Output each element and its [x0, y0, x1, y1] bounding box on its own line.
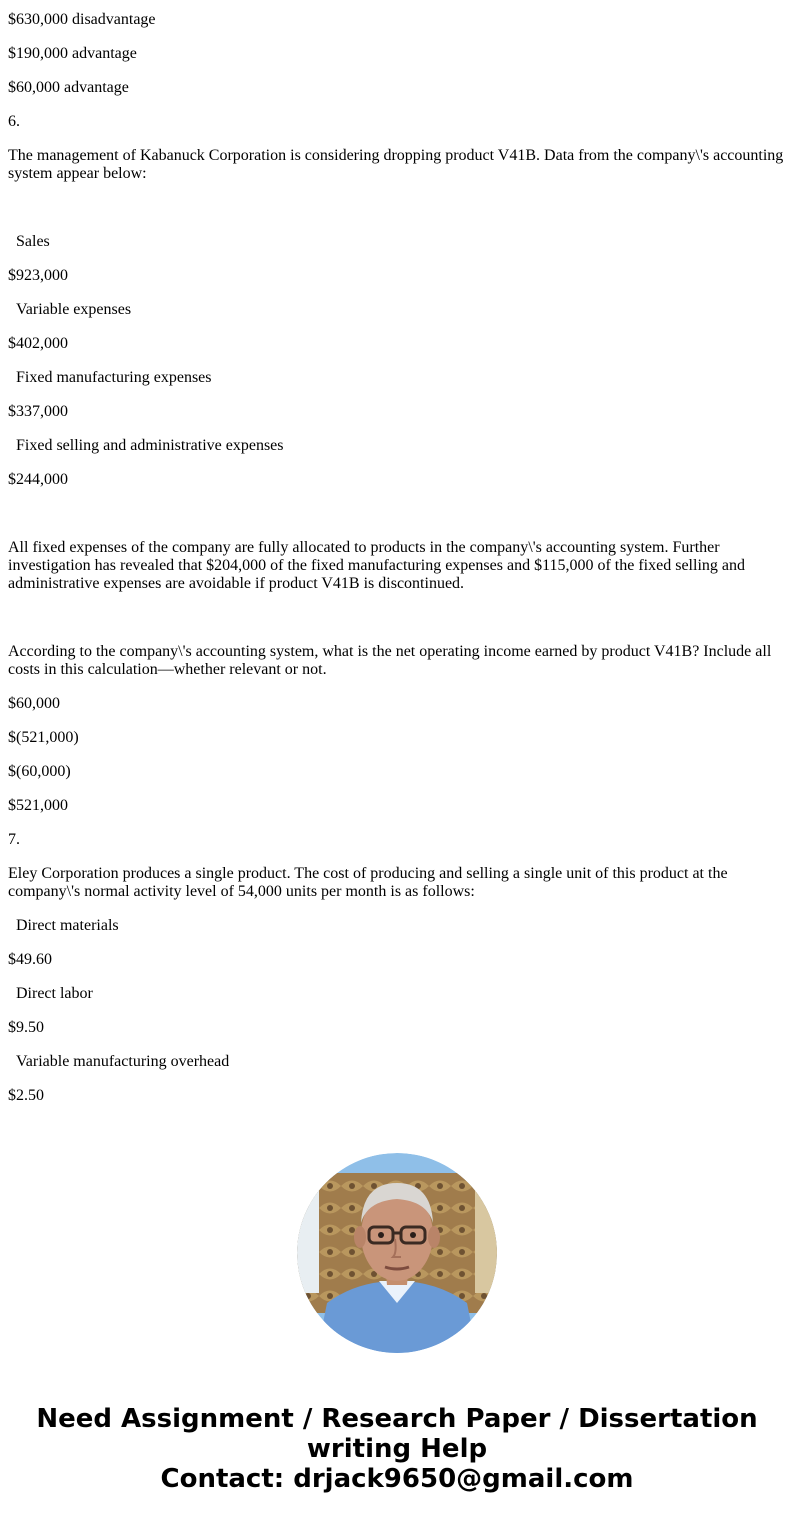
q6-intro: The management of Kabanuck Corporation is considering dropping product V41B. Data from the company\'s accounting system appear below:	[8, 147, 784, 182]
q7-item-value-direct-materials: $49.60	[8, 951, 52, 968]
q6-option-3: $(60,000)	[8, 763, 71, 780]
q6-item-label-sales: Sales	[16, 233, 50, 250]
promo-line-2: writing Help	[306, 1434, 488, 1464]
q6-option-4: $521,000	[8, 797, 68, 814]
q6-item-label-variable-expenses: Variable expenses	[16, 301, 132, 318]
q7-item-value-direct-labor: $9.50	[8, 1019, 44, 1036]
q6-item-value-sales: $923,000	[8, 267, 68, 284]
q5-option-3: $60,000 advantage	[8, 79, 129, 96]
promo-contact: Contact: drjack9650@gmail.com	[160, 1464, 634, 1494]
q6-number: 6.	[8, 113, 20, 130]
q6-option-1: $60,000	[8, 695, 60, 712]
q6-item-label-fixed-selling-admin: Fixed selling and administrative expenses	[16, 437, 284, 454]
promo-line-1: Need Assignment / Research Paper / Dissertation	[36, 1404, 758, 1434]
avatar	[297, 1153, 497, 1353]
q6-item-value-variable-expenses: $402,000	[8, 335, 68, 352]
q6-item-label-fixed-manufacturing: Fixed manufacturing expenses	[16, 369, 212, 386]
q6-note: All fixed expenses of the company are fully allocated to products in the company\'s accounting system. Further investigation has revealed that $204,000 of the fixed manufacturing expenses and $115,000 of the fixed selling and administrative expenses are avoidable if product V41B is discontinued.	[8, 539, 745, 592]
q6-question: According to the company\'s accounting system, what is the net operating income earned by product V41B? Include all costs in this calculation—whether relevant or not.	[8, 643, 772, 678]
avatar-portrait	[297, 1153, 497, 1353]
q7-number: 7.	[8, 831, 20, 848]
q6-option-2: $(521,000)	[8, 729, 79, 746]
q7-item-label-variable-overhead: Variable manufacturing overhead	[16, 1053, 230, 1070]
q6-item-value-fixed-selling-admin: $244,000	[8, 471, 68, 488]
q7-item-label-direct-labor: Direct labor	[16, 985, 93, 1002]
q6-item-value-fixed-manufacturing: $337,000	[8, 403, 68, 420]
q5-option-2: $190,000 advantage	[8, 45, 137, 62]
q7-intro: Eley Corporation produces a single product. The cost of producing and selling a single unit of this product at the company\'s normal activity level of 54,000 units per month is as follows:	[8, 865, 728, 900]
q5-option-1: $630,000 disadvantage	[8, 11, 156, 28]
q7-item-value-variable-overhead: $2.50	[8, 1087, 44, 1104]
q7-item-label-direct-materials: Direct materials	[16, 917, 119, 934]
